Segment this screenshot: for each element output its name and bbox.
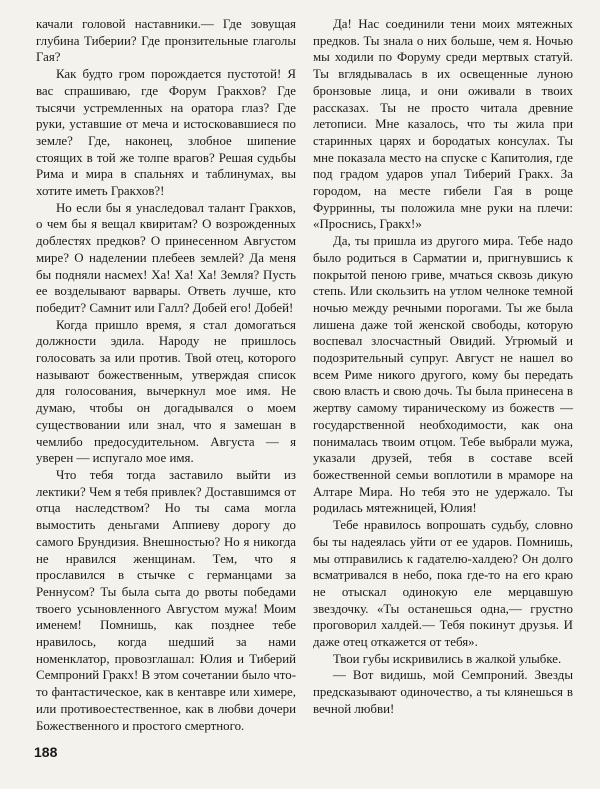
paragraph: Да! Нас соединили тени моих мятежных предков. Ты знала о них больше, чем я. Ночью мы ходили по Форуму среди мертвых статуй. Ты вглядывалась в их освещенные луною бронзовые лица, и они оживали в твоих рассказах. Ты не просто читала древние летописи. Мне казалось, что ты жила при старинных царях и бородатых консулах. Ты мне показала место на спуске с Капитолия, где под градом ударов упал Тиберий Гракх. За городом, на месте гибели Гая в роще Фурринны, ты положила мне руки на плечи: «Проснись, Гракх!» [313,17,573,232]
paragraph: Твои губы искривились в жалкой улыбке. [333,651,562,666]
paragraph: качали головой наставники.— Где зовущая глубина Тиберии? Где пронзительные глаголы Гая? [36,17,296,65]
paragraph: Тебе нравилось вопрошать судьбу, словно бы ты надеялась уйти от ее ударов. Помнишь, мы отправились к гадателю-халдею? Он долго всматривался в небо, пока где-то на его краю не отыскал одинокую еле мерцавшую звездочку. «Ты останешься одна,— грустно проговорил халдей.— Тебя покинут друзья. И даже отец откажется от тебя». [313,518,573,650]
page-number: 188 [34,744,58,760]
paragraph: Что тебя тогда заставило выйти из лектики? Чем я тебя привлек? Доставшимся от отца наследством? Но ты сама могла вымостить деньгами Аппиеву дорогу до самого Брундизия. Внешностью? Но я никогда не нравился женщинам. Тем, что я прославился в стычке с германцами за Реннусом? Ты была сыта до рвоты победами твоего усыновленного Августом мужа! Моим именем! Помнишь, как позднее тебе нравилось, когда шедший за нами номенклатор, провозглашал: Юлия и Тиберий Семпроний Гракх! В этом сочетании было что-то фантастическое, как в кентавре или химере, или противоестественное, как в любви дочери Божественного и простого смертного. [36,467,296,733]
left-column [36,16,296,734]
paragraph: Когда пришло время, я стал домогаться должности эдила. Народу не пришлось голосовать за или против. Твой отец, которого называют божественным, утверждая список для голосования, вычеркнул мое имя. Не думаю, чтобы он догадывался о моем существовании или знал, что я замешан в чемлибо предосудительном. Августа — я уверен — испугало мое имя. [36,317,296,466]
paragraph: Но если бы я унаследовал талант Гракхов, о чем бы я вещал квиритам? О возрожденных доблестях предков? О принесенном Августом мире? О наделении плебеев землей? Да меня бы подняли насмех! Ха! Ха! Ха! Земля? Пусть ее возделывают варвары. Ответь лучше, кто победит? Самнит или Галл? Добей его! Добей! [36,200,296,315]
paragraph: Да, ты пришла из другого мира. Тебе надо было родиться в Сарматии и, пригнувшись к покрытой пеною гриве, мчаться сквозь дикую степь. Или скользить на утлом челноке темной ночью между речными порогами. Ты же была лишена даже той женской свободы, которую воспевал злосчастный Овидий. Угрюмый и подозрительный супруг. Август не нашел во всем Риме никого другого, кому бы передать свою власть и свою дочь. Ты была принесена в жертву самому тираническому из божеств — государственной необходимости, как она понималась твоим отцом. Тебе выбрали мужа, указали друзей, тебя в составе всей божественной семьи воплотили в мраморе на Алтаре Мира. Но тебя это не удержало. Ты родилась мятежницей, Юлия! [313,234,573,516]
right-column [313,16,573,718]
paragraph: Как будто гром порождается пустотой! Я вас спрашиваю, где Форум Гракхов? Где тысячи устремленных на оратора глаз? Где руки, уставшие от меча и истосковавшиеся по земле? Где, наконец, злобное шипение стоящих в той же толпе врагов? Решая судьбы Рима и мира в спальнях и таблинумах, вы хотите иметь Гракхов?! [36,67,296,199]
paragraph: — Вот видишь, мой Семпроний. Звезды предсказывают одиночество, а ты клянешься в вечной любви! [313,668,573,716]
